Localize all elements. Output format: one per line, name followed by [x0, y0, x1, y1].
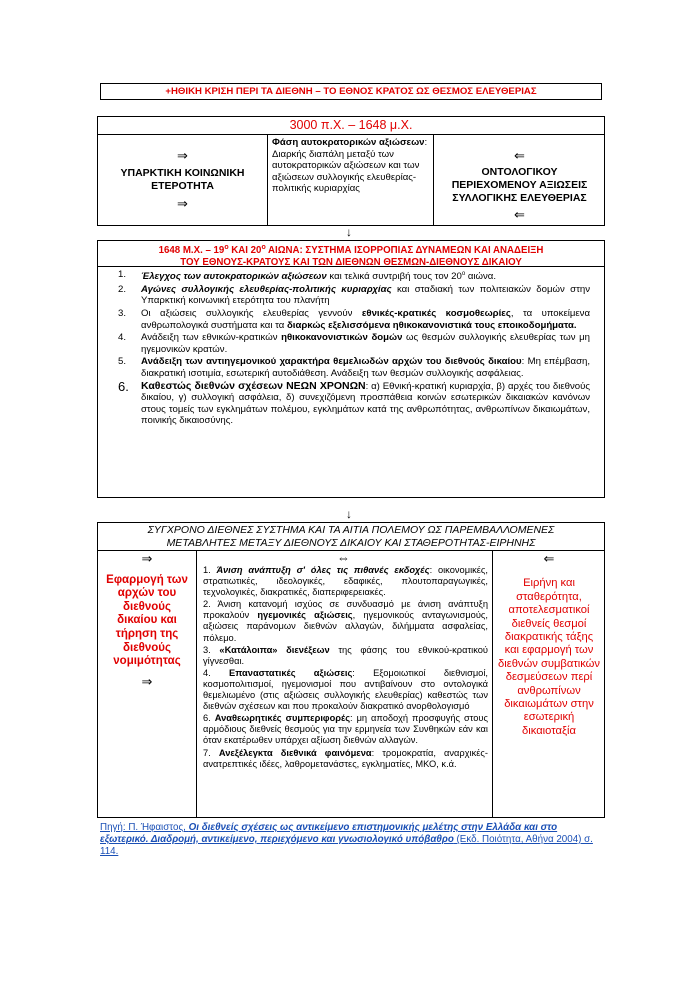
section1-left-cell	[98, 135, 268, 225]
source-title-link[interactable]: Οι διεθνείς σχέσεις ως αντικείμενο επιστημονικής μελέτης στην Ελλάδα και στο εξωτερικό. Διαδρομή, αντικείμενο, περιεχόμενο και γνωσιολογικό υπόβαθρο	[100, 822, 558, 845]
list-item: 7. Ανεξέλεγκτα διεθνικά φαινόμενα: τρομοκρατία, αναρχικές-ανατρεπτικές ιδέες, λαθρομετανάστες, εγκληματίες, ΜΚΟ, κ.ά.	[203, 747, 488, 769]
down-arrow-icon: ↓	[346, 507, 352, 521]
list-item: 3. Οι αξιώσεις συλλογικής ελευθερίας γεννούν εθνικές-κρατικές κοσμοθεωρίες, τα υποκείμενα ανθρωπολογικά συστήματα και τα διαρκώς εξελισσόμενα ηθικοκανονιστικά τους εποικοδομήματα.	[118, 307, 590, 331]
list-item: 6. Καθεστώς διεθνών σχέσεων ΝΕΩΝ ΧΡΟΝΩΝ: α) Εθνική-κρατική κυριαρχία, β) αρχές του διεθνούς δικαίου, γ) συλλογική ασφάλεια, δ) συνεχιζόμενη προσπάθεια κοινών εσωτερικών δικαιακών κανόνων στους τομείς των εγκλημάτων πολέμου, εγκλημάτων κατά της ανθρωπότητας, ανθρωπίνων δικαιωμάτων, ποινικής δικαιοσύνης.	[118, 378, 590, 427]
left-double-arrow-icon: ⇐	[543, 551, 555, 566]
section1-right-text: ΟΝΤΟΛΟΓΙΚΟΥ ΠΕΡΙΕΧΟΜΕΝΟΥ ΑΞΙΩΣΕΙΣ ΣΥΛΛΟΓΙΚΗΣ ΕΛΕΥΘΕΡΙΑΣ	[451, 166, 588, 204]
list-item: 6. Αναθεωρητικές συμπεριφορές: μη αποδοχή προσφυγής στους αρμόδιους διεθνείς θεσμούς για την ερμηνεία των Συνθηκών εάν και όταν εκατέρωθεν υπάρχει αξίωση διεθνών αλλαγών.	[203, 713, 488, 746]
section3-middle-cell	[197, 551, 493, 817]
section2-header: 1648 Μ.Χ. – $19^o$ ΚΑΙ $20^o$ ΑΙΩΝΑ: ΣΥΣΤΗΜΑ ΙΣΟΡΡΟΠΙΑΣ ΔΥΝΑΜΕΩΝ ΚΑΙ ΑΝΑΔΕΙΞΗ ΤΟΥ ΕΘΝΟΥΣ-ΚΡΑΤΟΥΣ ΚΑΙ ΤΩΝ ΔΙΕΘΝΩΝ ΘΕΣΜΩΝ-ΔΙΕΘΝΟΥΣ ΔΙΚΑΙΟΥ	[98, 241, 604, 267]
list-item: 4. Ανάδειξη των εθνικών-κρατικών ηθικοκανονιστικών δομών ως θεσμών συλλογικής ελευθερίας των μη ηγεμονικών κρατών.	[118, 332, 590, 355]
list-item: 1. Άνιση ανάπτυξη σ' όλες τις πιθανές εκδοχές: οικονομικές, στρατιωτικές, ιδεολογικές, εδαφικές, πλουτοπαραγωγικές, τεχνολογικές, διακρατικές, διαπεριφερειακές.	[203, 565, 488, 598]
section1-phase-text: : Διαρκής διαπάλη μεταξύ των αυτοκρατορικών αξιώσεων και των αξιώσεων συλλογικής ελευθερίας-πολιτικής κυριαρχίας	[272, 137, 428, 195]
source-citation: Πηγή: Π. Ήφαιστος, Οι διεθνείς σχέσεις ως αντικείμενο επιστημονικής μελέτης στην Ελλάδα και στο εξωτερικό. Διαδρομή, αντικείμενο, περιεχόμενο και γνωσιολογικό υπόβαθρο (Εκδ. Ποιότητα, Αθήνα 2004) σ. 114.	[100, 822, 593, 857]
section2-list	[118, 269, 590, 427]
section-ancient-period	[97, 116, 605, 226]
section1-phase-title: Φάση αυτοκρατορικών αξιώσεων	[272, 137, 425, 148]
list-item: 2. Άνιση κατανομή ισχύος σε συνδυασμό με άνιση ανάπτυξη προκαλούν ηγεμονικές αξιώσεις, ηγεμονικούς ανταγωνισμούς, αξιώσεις παράνομων διεθνών αλλαγών, διλήμματα ασφαλείας, πόλεμο.	[203, 599, 488, 643]
list-item: 5. Ανάδειξη των αντιηγεμονικού χαρακτήρα θεμελιωδών αρχών του διεθνούς δικαίου: Μη επέμβαση, διακρατική ισοτιμία, εσωτερική αυτοδιάθεση. Ανάδειξη των θεσμών συλλογικής ασφάλειας.	[118, 356, 590, 379]
section-modern-period	[97, 240, 605, 498]
down-arrow-icon: ↓	[346, 225, 352, 239]
section1-left-text: ΥΠΑΡΚΤΙΚΗ ΚΟΙΝΩΝΙΚΗ ΕΤΕΡΟΤΗΤΑ	[120, 167, 245, 192]
right-double-arrow-icon: ⇒	[177, 196, 188, 211]
list-item: 1. Έλεγχος των αυτοκρατορικών αξιώσεων και τελικά συντριβή τους τον $20^o$ αιώνα.	[118, 269, 496, 283]
left-double-arrow-icon: ⇐	[514, 207, 525, 222]
list-item: 3. «Κατάλοιπα» διενέξεων της φάσης του εθνικού-κρατικού γίγνεσθαι.	[203, 644, 488, 666]
section1-period-header: 3000 π.Χ. – 1648 μ.Χ.	[98, 117, 604, 135]
left-right-double-arrow-icon: ⇔	[337, 550, 350, 565]
left-double-arrow-icon: ⇐	[514, 148, 525, 163]
section1-right-cell	[435, 135, 604, 225]
section3-left-cell	[98, 551, 197, 817]
list-item: 2. Αγώνες συλλογικής ελευθερίας-πολιτικής κυριαρχίας και σταδιακή των πολιτειακών δομών στην Υπαρκτική κοινωνική ετερότητα του πλανήτη	[118, 283, 590, 307]
section3-header: ΣΥΓΧΡΟΝΟ ΔΙΕΘΝΕΣ ΣΥΣΤΗΜΑ ΚΑΙ ΤΑ ΑΙΤΙΑ ΠΟΛΕΜΟΥ ΩΣ ΠΑΡΕΜΒΑΛΛΟΜΕΝΕΣ ΜΕΤΑΒΛΗΤΕΣ ΜΕΤΑΞΥ ΔΙΕΘΝΟΥΣ ΔΙΚΑΙΟΥ ΚΑΙ ΣΤΑΘΕΡΟΤΗΤΑΣ-ΕΙΡΗΝΗΣ	[98, 523, 604, 551]
section-contemporary-system	[97, 522, 605, 818]
section3-right-cell	[494, 551, 604, 817]
right-double-arrow-icon: ⇒	[141, 673, 153, 689]
list-item: 4. Επαναστατικές αξιώσεις: Εξομοιωτικοί διεθνισμοί, κοσμοπολιτισμοί, ηγεμονισμοί που αντιβαίνουν στο οντολογικά θεμελιωμένο (στις αξιώσεις συλλογικής ελευθερίας) καθεστώς των διεθνών σχέσεων και που προκαλούν διακρατικό ανορθολογισμό	[203, 667, 488, 712]
section3-right-text: Ειρήνη και σταθερότητα, αποτελεσματικοί διεθνείς θεσμοί διακρατικής τάξης και εφαρμογή των διεθνών συμβατικών δεσμεύσεων περί ανθρωπίνων δικαιωμάτων στην εσωτερική δικαιοταξία	[498, 577, 601, 737]
right-double-arrow-icon: ⇒	[141, 551, 153, 566]
section3-left-text: Εφαρμογή των αρχών του διεθνούς δικαίου και τήρηση της διεθνούς νομιμότητας	[106, 573, 188, 668]
section1-middle-cell	[268, 135, 434, 225]
right-double-arrow-icon: ⇒	[177, 148, 188, 163]
document-title: +ΗΘΙΚΗ ΚΡΙΣΗ ΠΕΡΙ ΤΑ ΔΙΕΘΝΗ – ΤΟ ΕΘΝΟΣ ΚΡΑΤΟΣ ΩΣ ΘΕΣΜΟΣ ΕΛΕΥΘΕΡΙΑΣ	[100, 83, 602, 100]
